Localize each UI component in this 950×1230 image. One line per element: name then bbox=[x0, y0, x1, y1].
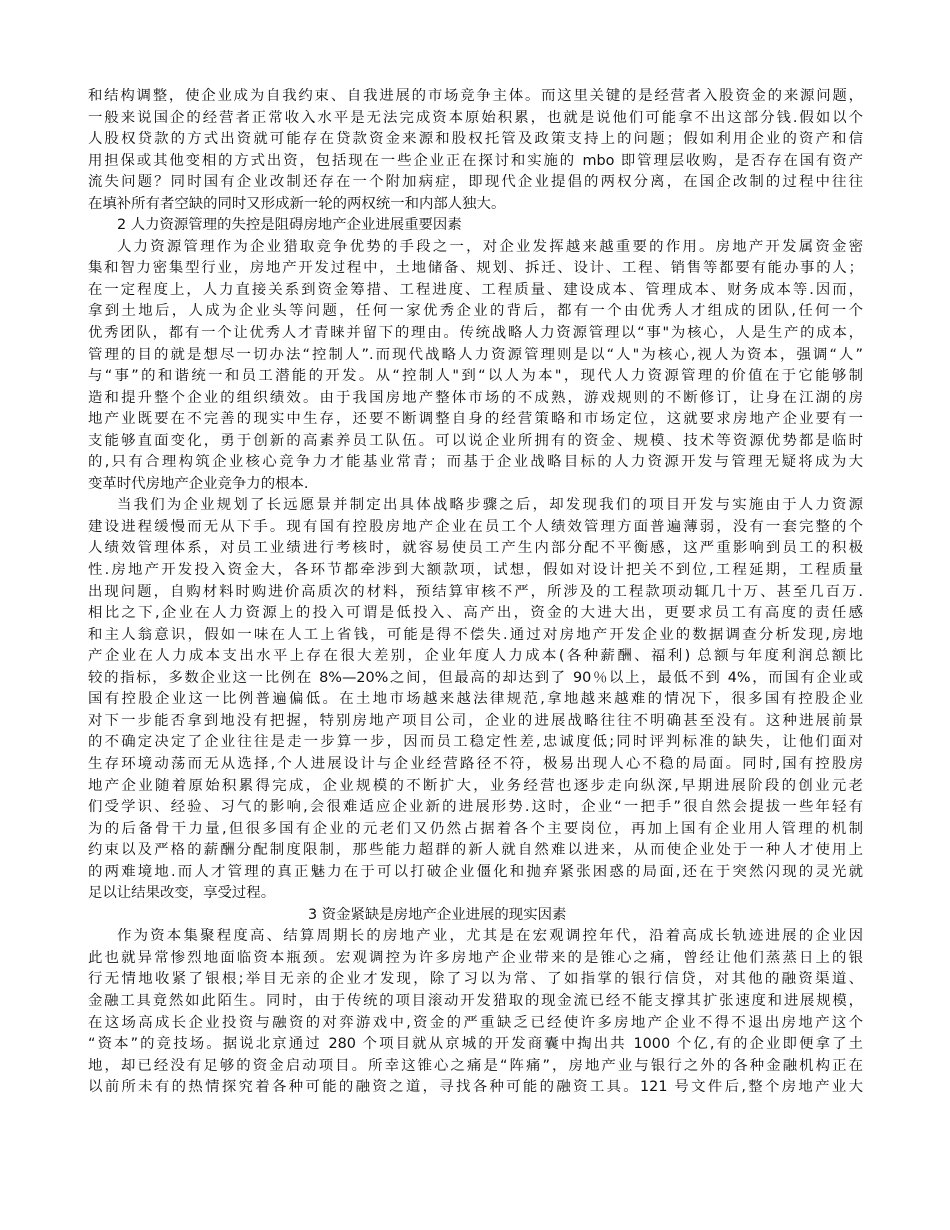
text-line: 金融工具竟然如此陌生。同时，由于传统的项目滚动开发猎取的现金流已经不能支撑其扩张速度和进展规模， bbox=[88, 992, 863, 1009]
text-line: 人力资源管理作为企业猎取竞争优势的手段之一，对企业发挥越来越重要的作用。房地产开发属资金密 bbox=[117, 238, 863, 255]
text-line: 地，却已经没有足够的资金启动项目。所幸这锥心之痛是“阵痛”，房地产业与银行之外的各种金融机构正在 bbox=[88, 1057, 863, 1074]
section-heading-3: 3 资金紧缺是房地产企业进展的现实因素 bbox=[308, 906, 567, 923]
text-line: 和主人翁意识，假如一味在人工上省钱，可能是得不偿失.通过对房地产开发企业的数据调查分析发现,房地 bbox=[88, 626, 863, 643]
text-line: 国有控股企业这一比例普遍偏低。在土地市场越来越法律规范,拿地越来越难的情况下，很多国有控股企业 bbox=[88, 691, 863, 708]
text-line: 此也就异常惨烈地面临资本瓶颈。宏观调控为许多房地产企业带来的是锥心之痛，曾经让他们蒸蒸日上的银 bbox=[88, 949, 863, 966]
text-line: 在填补所有者空缺的同时又形成新一轮的两权统一和内部人独大。 bbox=[88, 195, 506, 212]
paragraph-ownership-reform bbox=[88, 86, 863, 215]
text-line: 和结构调整，使企业成为自我约束、自我进展的市场竞争主体。而这里关键的是经营者入股资金的来源问题， bbox=[88, 88, 863, 104]
text-line: 地产业既要在不完善的现实中生存，还要不断调整自身的经营策略和市场定位，这就要求房地产企业要有一 bbox=[88, 411, 863, 428]
text-line: 造和提升整个企业的组织绩效。由于我国房地产整体市场的不成熟，游戏规则的不断修订，让身在江湖的房 bbox=[88, 389, 863, 406]
text-line: 一般来说国企的经营者正常收入水平是无法完成资本原始积累，也就是说他们可能拿不出这部分钱.假如以个 bbox=[88, 109, 863, 126]
text-line: 优秀团队，都有一个让优秀人才青睐并留下的理由。传统战略人力资源管理以“事"为核心，人是生产的成本， bbox=[88, 325, 863, 342]
text-line: 较的指标，多数企业这一比例在 8%—20%之间，但最高的却达到了 90％以上，最低不到 4%，而国有企业或 bbox=[88, 669, 863, 686]
paragraph-capital-shortage bbox=[88, 926, 863, 1098]
text-line: 与“事”的和谐统一和员工潜能的开发。从“控制人"到“以人为本"，现代人力资源管理的价值在于它能够制 bbox=[88, 368, 863, 385]
text-line: 拿到土地后，人成为企业头等问题，任何一家优秀企业的背后，都有一个由优秀人才组成的团队,任何一个 bbox=[88, 303, 863, 320]
section-heading-2: 2 人力资源管理的失控是阻碍房地产企业进展重要因素 bbox=[117, 217, 462, 234]
text-line: 集和智力密集型行业，房地产开发过程中，土地储备、规划、拆迁、设计、工程、销售等都要有能办事的人； bbox=[88, 260, 863, 277]
document-page bbox=[88, 86, 863, 1099]
text-line: 们受学识、经验、习气的影响,会很难适应企业新的进展形势.这时，企业“一把手”很自然会提拔一些年轻有 bbox=[88, 799, 863, 816]
text-line: 管理的目的就是想尽一切办法“控制人”.而现代战略人力资源管理则是以“人"为核心,视人为资本，强调“人” bbox=[88, 346, 863, 363]
text-line: 用担保或其他变相的方式出资，包括现在一些企业正在探讨和实施的 mbo 即管理层收购，是否存在国有资产 bbox=[88, 152, 863, 169]
text-line: 性.房地产开发投入资金大，各环节都牵涉到大额款项，试想，假如对设计把关不到位,工程延期，工程质量 bbox=[88, 562, 863, 579]
text-line: 地产企业随着原始积累得完成，企业规模的不断扩大，业务经营也逐步走向纵深,早期进展阶段的创业元老 bbox=[88, 777, 863, 794]
text-line: 出现问题，自购材料时购进价高质次的材料，预结算审核不严，所涉及的工程款项动辄几十万、甚至几百万. bbox=[88, 583, 863, 600]
text-line: 的两难境地.而人才管理的真正魅力在于可以打破企业僵化和抛弃紧张困惑的局面,还在于突然闪现的灵光就 bbox=[88, 863, 863, 880]
text-line: 在这场高成长企业投资与融资的对弈游戏中,资金的严重缺乏已经使许多房地产企业不得不退出房地产这个 bbox=[88, 1014, 863, 1031]
text-line: 支能够直面变化，勇于创新的高素养员工队伍。可以说企业所拥有的资金、规模、技术等资源优势都是临时 bbox=[88, 432, 863, 449]
text-line: 约束以及严格的薪酬分配制度限制，那些能力超群的新人就自然难以进来，从而使企业处于一种人才使用上 bbox=[88, 842, 863, 859]
paragraph-performance bbox=[88, 495, 863, 904]
text-line: 建设进程缓慢而无从下手。现有国有控股房地产企业在员工个人绩效管理方面普遍薄弱，没有一套完整的个 bbox=[88, 518, 863, 535]
text-line: 人绩效管理体系，对员工业绩进行考核时，就容易使员工产生内部分配不平衡感，这严重影响到员工的积极 bbox=[88, 540, 863, 557]
text-line: 足以让结果改变，享受过程。 bbox=[88, 885, 276, 902]
text-line: 变革时代房地产企业竞争力的根本. bbox=[88, 475, 309, 492]
text-line: 以前所未有的热情探究着各种可能的融资之道，寻找各种可能的融资工具。121 号文件后,整个房地产业大 bbox=[88, 1079, 863, 1096]
text-line: 相比之下,企业在人力资源上的投入可谓是低投入、高产出，资金的大进大出，更要求员工有高度的责任感 bbox=[88, 605, 863, 622]
text-line: 当我们为企业规划了长远愿景并制定出具体战略步骤之后，却发现我们的项目开发与实施由于人力资源 bbox=[117, 497, 863, 514]
text-line: 的,只有合理构筑企业核心竞争力才能基业常青；而基于企业战略目标的人力资源开发与管理无疑将成为大 bbox=[88, 454, 863, 471]
paragraph-hr-management bbox=[88, 237, 863, 496]
text-line: 流失问题？同时国有企业改制还存在一个附加病症，即现代企业提倡的两权分离，在国企改制的过程中往往 bbox=[88, 174, 863, 191]
text-line: 产企业在人力成本支出水平上存在很大差别，企业年度人力成本(各种薪酬、福利) 总额与年度利润总额比 bbox=[88, 648, 863, 665]
text-line: 为的后备骨干力量,但很多国有企业的元老们又仍然占据着各个主要岗位，再加上国有企业用人管理的机制 bbox=[88, 820, 863, 837]
text-line: 人股权贷款的方式出资就可能存在贷款资金来源和股权托管及政策支持上的问题；假如利用企业的资产和信 bbox=[88, 131, 863, 148]
text-line: 行无情地收紧了银根;举目无亲的企业才发现，除了习以为常、了如指掌的银行信贷，对其他的融资渠道、 bbox=[88, 971, 863, 988]
text-line: 生存环境动荡而无从选择,个人进展设计与企业经营路径不符，极易出现人心不稳的局面。同时,国有控股房 bbox=[88, 755, 863, 772]
text-line: 的不确定决定了企业往往是走一步算一步，因而员工稳定性差,忠诚度低;同时评判标准的缺失，让他们面对 bbox=[88, 734, 863, 751]
text-line: 作为资本集聚程度高、结算周期长的房地产业，尤其是在宏观调控年代，沿着高成长轨迹进展的企业因 bbox=[117, 928, 863, 945]
text-line: 对下一步能否拿到地没有把握，特别房地产项目公司，企业的进展战略往往不明确甚至没有。这种进展前景 bbox=[88, 712, 863, 729]
text-line: “资本”的竞技场。据说北京通过 280 个项目就从京城的开发商囊中掏出共 1000 个亿,有的企业即便拿了土 bbox=[88, 1036, 863, 1053]
text-line: 在一定程度上，人力直接关系到资金筹措、工程进度、工程质量、建设成本、管理成本、财务成本等.因而， bbox=[88, 281, 863, 298]
